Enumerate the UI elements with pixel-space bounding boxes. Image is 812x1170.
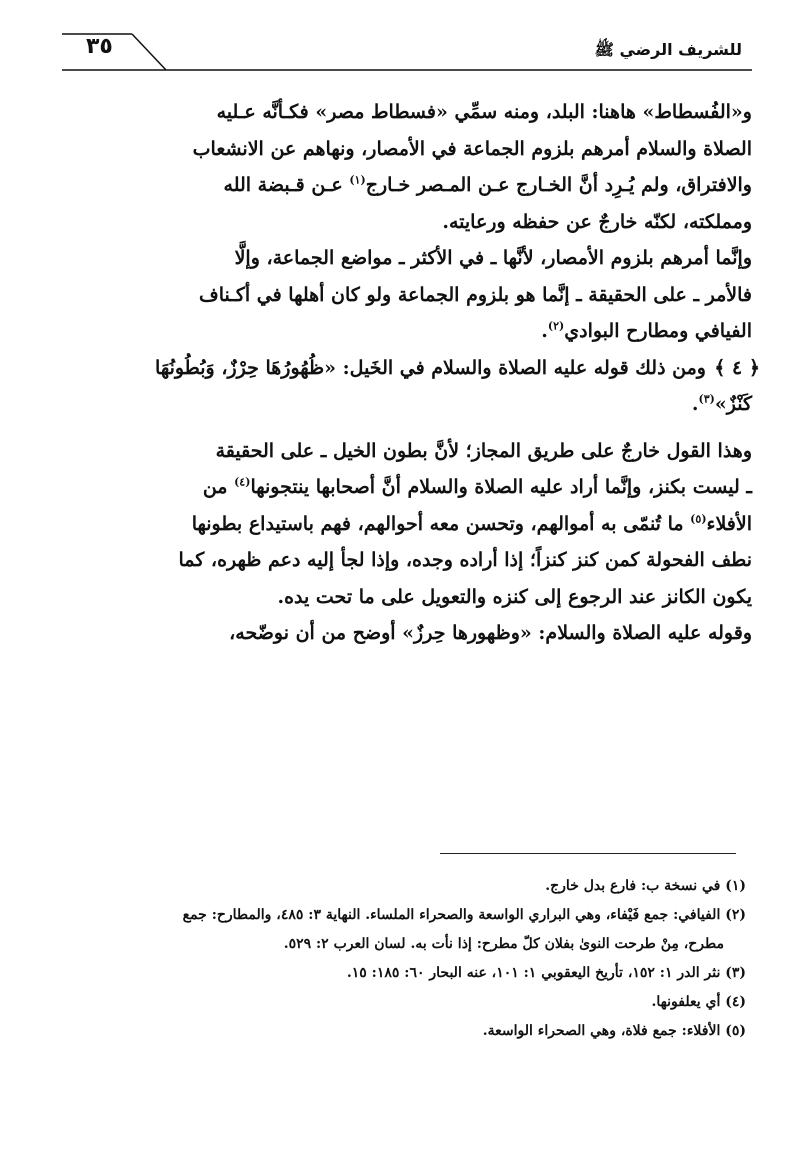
footnote-5: (٥) الأفلاء: جمع فلاة، وهي الصحراء الواسعة. [482,1023,746,1039]
paragraph-5-line: وقوله عليه الصلاة والسلام: «وظهورها حِرزٌ» أوضح من أن نوضّحه، [229,622,752,644]
paragraph-2-line: فالأمر ـ على الحقيقة ـ إنَّما هو بلزوم الجماعة ولو كان أهلها في أكـناف [199,283,752,306]
footnote-separator [440,853,736,854]
paragraph-2-line: وإنَّما أمرهم بلزوم الأمصار، لأنَّها ـ في الأكثر ـ مواضع الجماعة، وإلَّا [234,247,752,269]
footnote-ref: (١) [349,173,366,187]
text-run: والافتراق، ولم يُـرِد أنَّ الخـارج عـن المـصر خـارج [365,174,752,196]
paragraph-1-line: ومملكته، لكنّه خارجٌ عن حفظه ورعايته. [442,210,752,233]
footnote-ref: (٥) [690,512,707,526]
text-run: الأفلاء [706,512,752,535]
paragraph-2-line [66,313,752,350]
paragraph-4-line: وهذا القول خارجٌ على طريق المجاز؛ لأنَّ بطون الخيل ـ على الحقيقة [215,439,752,462]
paragraph-4-line [66,469,752,506]
page-number: ٣٥ [86,34,113,59]
numbered-paragraph [66,350,760,423]
text-run: عـن قـبضة الله [223,174,350,196]
text-run: من [202,476,235,498]
paragraph-1-line: الصلاة والسلام أمرهم بلزوم الجماعة في الأمصار، ونهاهم عن الانشعاب [192,137,752,160]
footnote-4: (٤) أي يعلفونها. [651,994,746,1010]
footnote-ref: (٢) [547,319,565,333]
footnote-ref: (٤) [234,475,251,489]
spacer [66,423,752,433]
footnote-ref: (٣) [698,392,715,406]
text-run: كَنْزٌ» [714,393,752,415]
text-run: . [541,320,548,342]
text-run: ـ ليست بكنز، وإنَّما أراد عليه الصلاة والسلام أنَّ أصحابها ينتجونها [250,476,752,498]
footnote-2-continuation: مطرح، مِنْ طرحت النوىٰ بفلان كلّ مطرح: إذا نأت به. لسان العرب ٢: ٥٢٩. [283,936,724,952]
text-run: ما تُنمّى به أموالهم، وتحسن معه أحوالهم، فهم باستيداع بطونها [191,512,691,535]
main-text [66,94,760,652]
footnote-3: (٣) نثر الدر ١: ١٥٢، تأريخ اليعقوبي ١: ١٠١، عنه البحار ٦٠: ١٨٥: ١٥. [346,965,746,981]
paragraph-4-line [66,506,752,543]
saying-number: ﴿ ٤ ﴾ [714,356,760,379]
paragraph-3-line [66,386,752,423]
running-head: للشريف الرضي ﷺ [594,40,742,59]
footnote-2: (٢) الفيافي: جمع فَيْفاء، وهي البراري الواسعة والصحراء الملساء. النهاية ٣: ٤٨٥، والمطارح: جمع [182,907,746,923]
paragraph-1-line: و«الفُسطاط» هاهنا: البلد، ومنه سمِّي «فسطاط مصر» فكـأنَّه عـليه [216,101,752,123]
paragraph-4-line: نطف الفحولة كمن كنز كنزاً؛ إذا أراده وجده، وإذا لجأ إليه دعم ظهره، كما [178,549,752,571]
text-run: الفيافي ومطارح البوادي [564,320,752,342]
paragraph-4-line: يكون الكانز عند الرجوع إلى كنزه والتعويل على ما تحت يده. [277,585,752,608]
text-run: . [691,393,699,415]
footnotes [66,872,746,1046]
paragraph-1-line [66,167,752,204]
footnote-1: (١) في نسخة ب: فارع بدل خارج. [545,878,746,894]
paragraph-3-line: ومن ذلك قوله عليه الصلاة والسلام في الخَيل: «ظُهُورُهَا حِرْزٌ، وَبُطُونُهَا [155,356,706,379]
